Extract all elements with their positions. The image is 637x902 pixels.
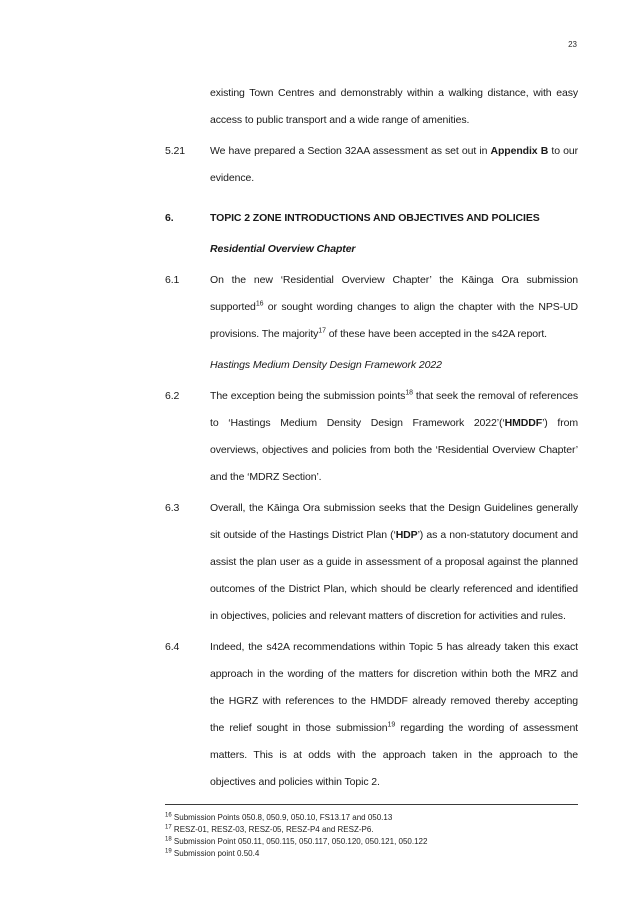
subsection-heading-hastings-framework bbox=[165, 352, 578, 379]
paragraph-number: 5.21 bbox=[165, 145, 186, 157]
paragraph-number: 6.1 bbox=[165, 274, 180, 286]
paragraph-number: 6.3 bbox=[165, 502, 180, 514]
section-number: 6. bbox=[165, 212, 174, 224]
subsection-title: Residential Overview Chapter bbox=[210, 243, 356, 255]
footnote-number: 18 bbox=[165, 836, 172, 843]
footnotes-section bbox=[165, 804, 578, 860]
footnote bbox=[165, 836, 578, 848]
footnote-text: Submission point 0.50.4 bbox=[171, 849, 260, 858]
section-title: TOPIC 2 ZONE INTRODUCTIONS AND OBJECTIVES AND POLICIES bbox=[210, 212, 540, 224]
paragraph-number bbox=[165, 352, 210, 379]
paragraph-text: Overall, the Kāinga Ora submission seeks that the Design Guidelines generally sit outside of the Hastings District Plan (‘HDP’) as a non-statutory document and assist the plan user as a guide in assessment of a proposal against the planned outcomes of the District Plan, which should be clearly referenced and identified in objectives, policies and relevant matters of discretion for activities and rules. bbox=[210, 502, 578, 622]
section-heading-6 bbox=[165, 205, 578, 232]
footnote-number: 19 bbox=[165, 848, 172, 855]
paragraph-6-1 bbox=[165, 267, 578, 348]
page-number: 23 bbox=[568, 40, 577, 49]
paragraph-text: We have prepared a Section 32AA assessment as set out in Appendix B to our evidence. bbox=[210, 145, 578, 184]
subsection-heading-residential-overview bbox=[165, 236, 578, 263]
footnote-divider bbox=[165, 804, 578, 805]
paragraph-number: 6.4 bbox=[165, 641, 180, 653]
paragraph-text: Indeed, the s42A recommendations within Topic 5 has already taken this exact approach in the wording of the matters for discretion within both the MRZ and the HGRZ with references to the HMDDF already removed thereby accepting the relief sought in those submission$^{19}$ regarding the wording of assessment matters. This is at odds with the approach taken in the approach to the objectives and policies within Topic 2. bbox=[210, 641, 578, 788]
paragraph-number bbox=[165, 80, 210, 134]
footnote-text: Submission Point 050.11, 050.115, 050.117, 050.120, 050.121, 050.122 bbox=[171, 837, 428, 846]
paragraph-number bbox=[165, 236, 210, 263]
subsection-title: Hastings Medium Density Design Framework 2022 bbox=[210, 359, 442, 371]
paragraph-text: The exception being the submission points$^{18}$ that seek the removal of references to ‘Hastings Medium Density Design Framework 2022’(‘HMDDF’) from overviews, objectives and policies from both the ‘Residential Overview Chapter’ and the ‘MDRZ Section’. bbox=[210, 389, 579, 483]
paragraph-6-2 bbox=[165, 383, 578, 491]
paragraph-text: On the new ‘Residential Overview Chapter’ the Kāinga Ora submission supported$^{16}$ or sought wording changes to align the chapter with the NPS-UD provisions. The majority$^{17}$ of these have been accepted in the s42A report. bbox=[210, 274, 578, 340]
footnote bbox=[165, 848, 578, 860]
footnote bbox=[165, 824, 578, 836]
paragraph-5-21 bbox=[165, 138, 578, 192]
footnote-text: Submission Points 050.8, 050.9, 050.10, FS13.17 and 050.13 bbox=[171, 813, 393, 822]
paragraph-text: existing Town Centres and demonstrably within a walking distance, with easy access to public transport and a wide range of amenities. bbox=[210, 87, 578, 126]
paragraph-number: 6.2 bbox=[165, 390, 180, 402]
footnote-number: 17 bbox=[165, 824, 172, 831]
footnote-text: RESZ-01, RESZ-03, RESZ-05, RESZ-P4 and RESZ-P6. bbox=[171, 825, 374, 834]
paragraph-6-4 bbox=[165, 634, 578, 796]
footnote-number: 16 bbox=[165, 812, 172, 819]
footnote bbox=[165, 812, 578, 824]
paragraph-continuation bbox=[165, 80, 578, 134]
paragraph-6-3 bbox=[165, 495, 578, 630]
